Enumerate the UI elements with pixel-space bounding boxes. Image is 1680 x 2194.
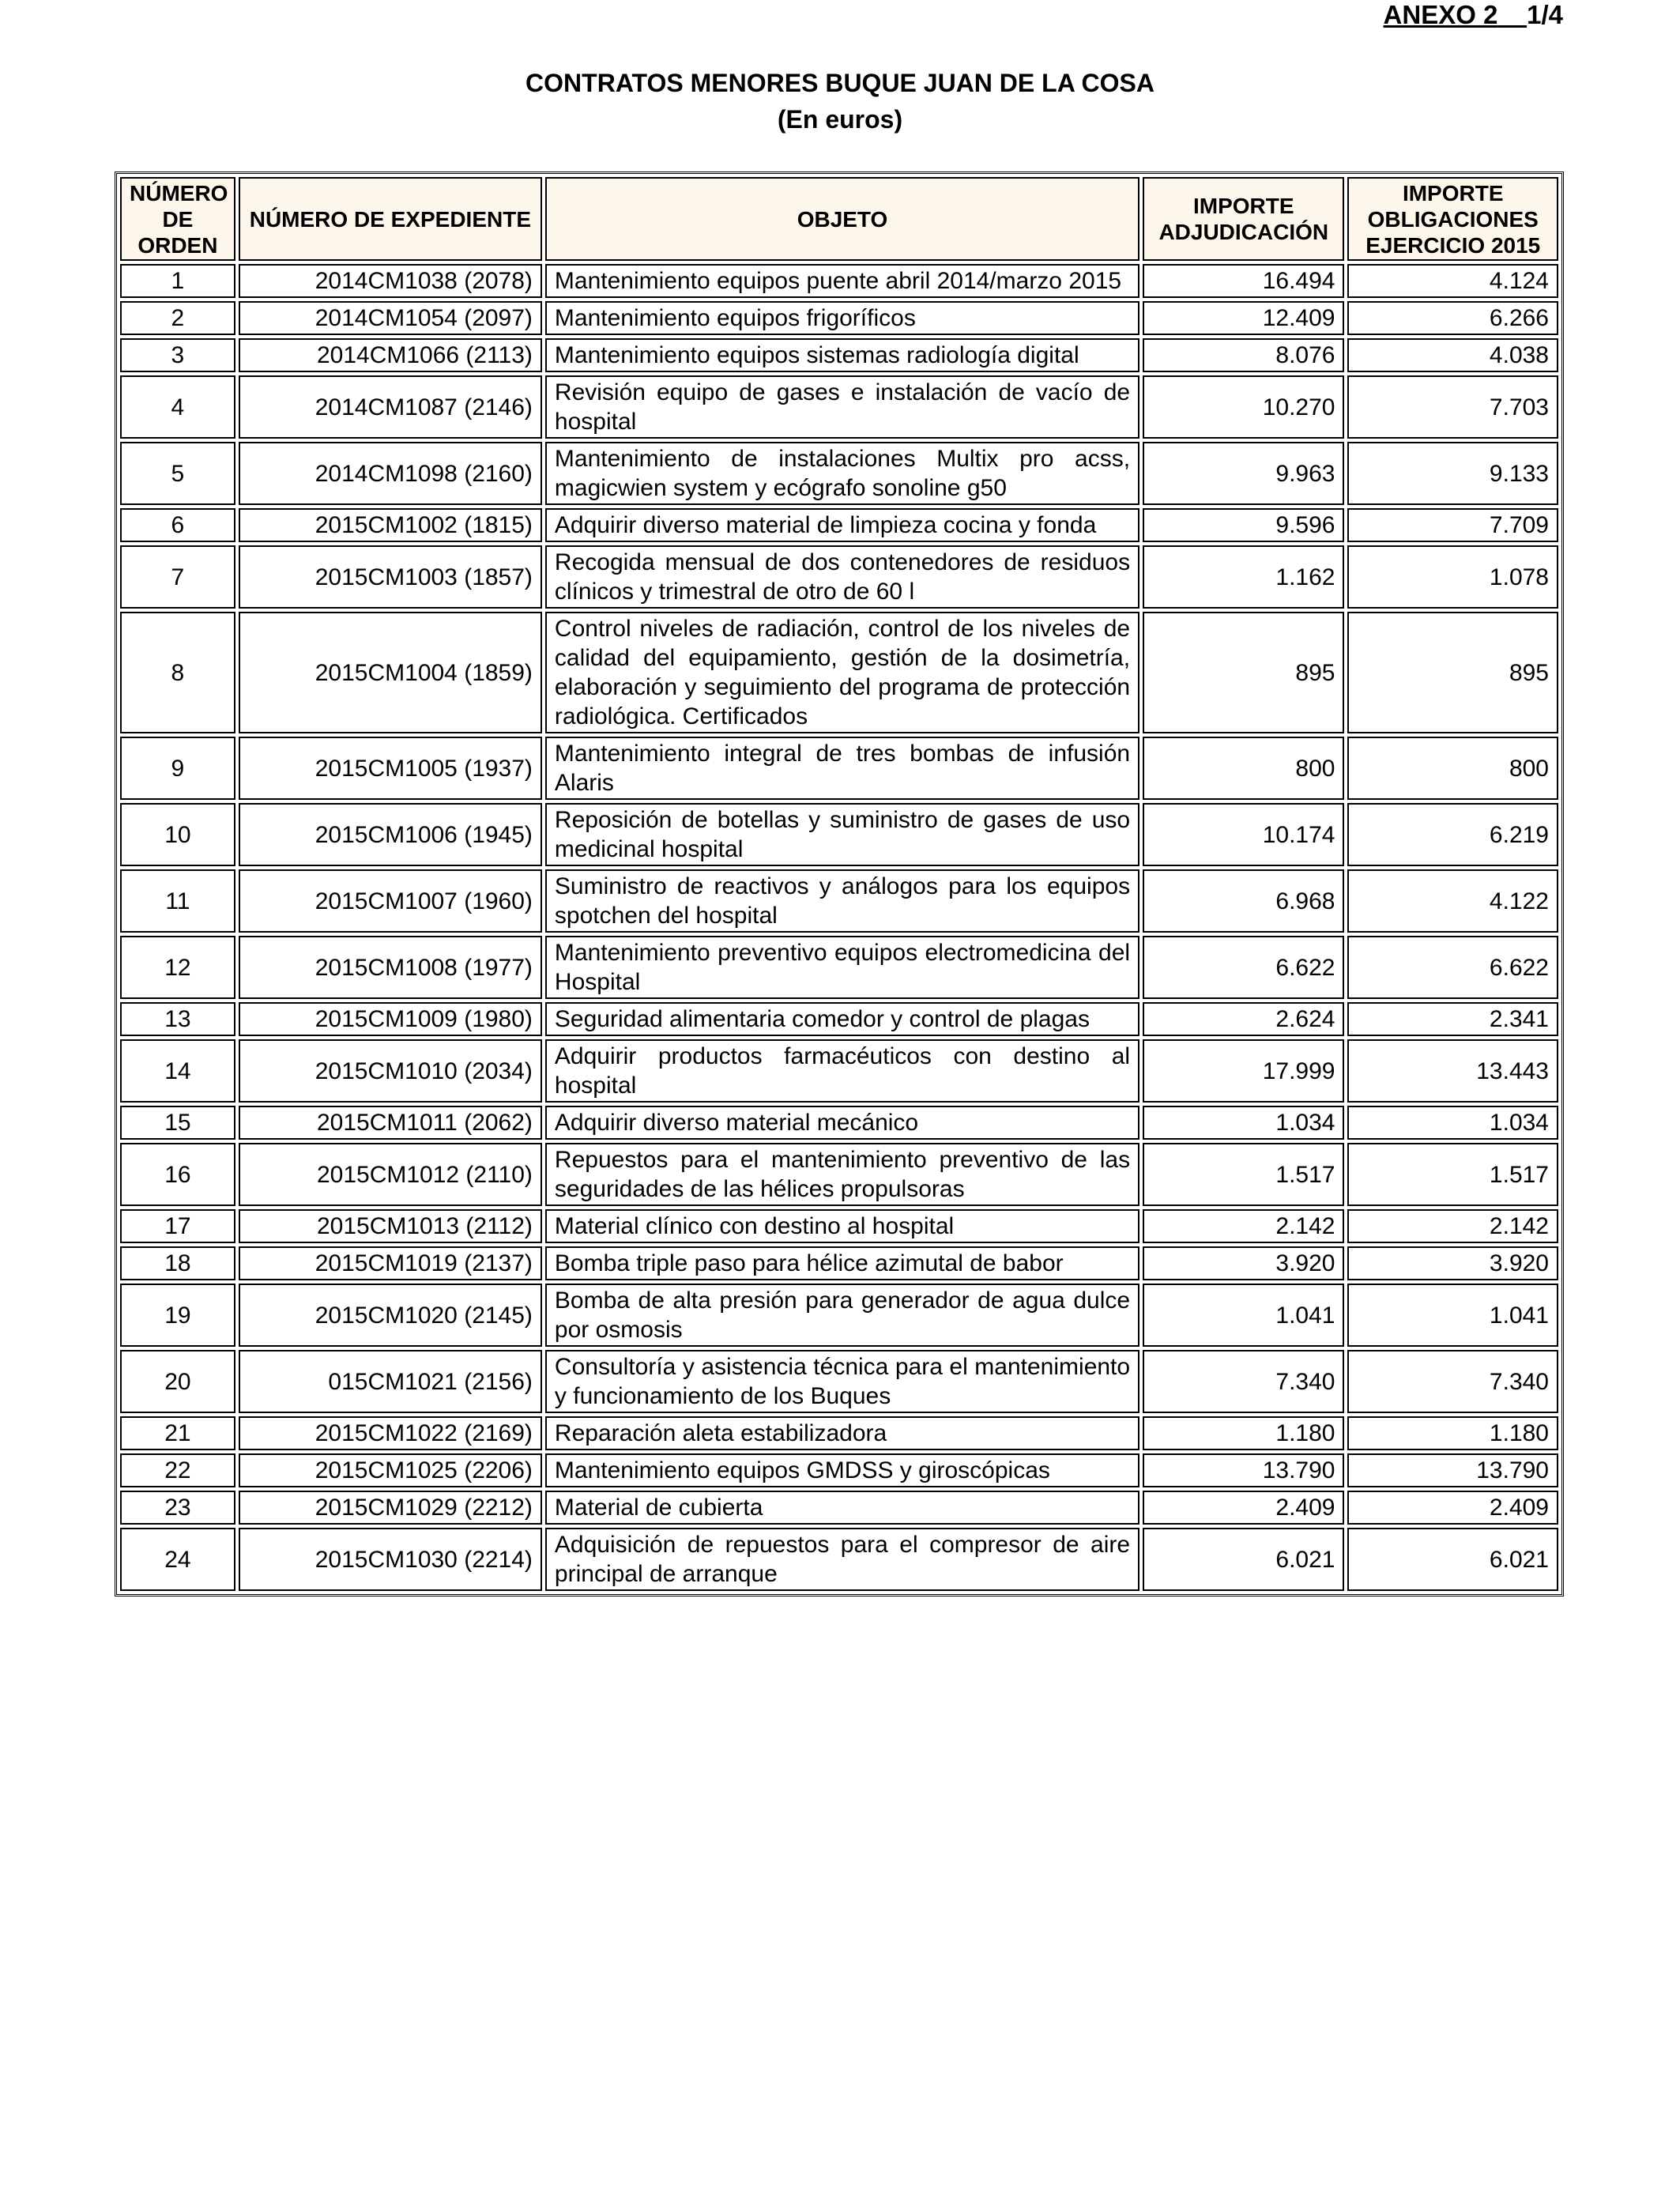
table-row <box>120 612 1558 733</box>
obligations-amount-cell: 13.790 <box>1347 1453 1558 1487</box>
order-number-cell: 2 <box>120 301 235 335</box>
obligations-amount-cell: 895 <box>1347 612 1558 733</box>
award-amount-cell: 1.162 <box>1143 545 1344 609</box>
object-cell: Reparación aleta estabilizadora <box>545 1416 1139 1450</box>
file-number-cell: 2014CM1054 (2097) <box>239 301 542 335</box>
file-number-cell: 2015CM1029 (2212) <box>239 1491 542 1525</box>
award-amount-cell: 1.517 <box>1143 1143 1344 1206</box>
table-row <box>120 1246 1558 1280</box>
object-cell: Adquisición de repuestos para el compresor de aire principal de arranque <box>545 1528 1139 1591</box>
obligations-amount-cell: 7.703 <box>1347 375 1558 439</box>
title-main: CONTRATOS MENORES BUQUE JUAN DE LA COSA <box>525 69 1155 97</box>
order-number-cell: 12 <box>120 936 235 999</box>
header-object: OBJETO <box>545 177 1139 261</box>
file-number-cell: 2015CM1007 (1960) <box>239 869 542 933</box>
table-row <box>120 869 1558 933</box>
award-amount-cell: 16.494 <box>1143 264 1344 298</box>
title-currency: (En euros) <box>777 105 903 134</box>
table-row <box>120 1528 1558 1591</box>
order-number-cell: 1 <box>120 264 235 298</box>
table-row <box>120 1453 1558 1487</box>
file-number-cell: 2014CM1087 (2146) <box>239 375 542 439</box>
contracts-table-frame <box>115 172 1564 1596</box>
object-cell: Reposición de botellas y suministro de gases de uso medicinal hospital <box>545 803 1139 866</box>
obligations-amount-cell: 2.341 <box>1347 1002 1558 1036</box>
annex-page: 1/4 <box>1527 0 1563 29</box>
table-row <box>120 737 1558 800</box>
object-cell: Seguridad alimentaria comedor y control de plagas <box>545 1002 1139 1036</box>
object-cell: Consultoría y asistencia técnica para el mantenimiento y funcionamiento de los Buques <box>545 1350 1139 1413</box>
award-amount-cell: 9.596 <box>1143 508 1344 542</box>
object-cell: Mantenimiento equipos sistemas radiología digital <box>545 338 1139 372</box>
obligations-amount-cell: 4.038 <box>1347 338 1558 372</box>
order-number-cell: 14 <box>120 1039 235 1103</box>
award-amount-cell: 13.790 <box>1143 1453 1344 1487</box>
file-number-cell: 2014CM1066 (2113) <box>239 338 542 372</box>
award-amount-cell: 1.041 <box>1143 1284 1344 1347</box>
file-number-cell: 2014CM1038 (2078) <box>239 264 542 298</box>
object-cell: Mantenimiento integral de tres bombas de infusión Alaris <box>545 737 1139 800</box>
obligations-amount-cell: 7.340 <box>1347 1350 1558 1413</box>
order-number-cell: 10 <box>120 803 235 866</box>
table-row <box>120 264 1558 298</box>
file-number-cell: 2015CM1006 (1945) <box>239 803 542 866</box>
file-number-cell: 2015CM1011 (2062) <box>239 1106 542 1140</box>
header-award-amount: IMPORTE ADJUDICACIÓN <box>1143 177 1344 261</box>
order-number-cell: 16 <box>120 1143 235 1206</box>
table-row <box>120 1416 1558 1450</box>
object-cell: Mantenimiento equipos puente abril 2014/marzo 2015 <box>545 264 1139 298</box>
order-number-cell: 18 <box>120 1246 235 1280</box>
object-cell: Control niveles de radiación, control de los niveles de calidad del equipamiento, gestión de la dosimetría, elaboración y seguimiento del programa de protección radiológica. Certificados <box>545 612 1139 733</box>
object-cell: Recogida mensual de dos contenedores de residuos clínicos y trimestral de otro de 60 l <box>545 545 1139 609</box>
obligations-amount-cell: 6.021 <box>1347 1528 1558 1591</box>
table-row <box>120 338 1558 372</box>
obligations-amount-cell: 2.409 <box>1347 1491 1558 1525</box>
award-amount-cell: 6.622 <box>1143 936 1344 999</box>
award-amount-cell: 12.409 <box>1143 301 1344 335</box>
object-cell: Repuestos para el mantenimiento preventivo de las seguridades de las hélices propulsoras <box>545 1143 1139 1206</box>
order-number-cell: 3 <box>120 338 235 372</box>
order-number-cell: 7 <box>120 545 235 609</box>
order-number-cell: 20 <box>120 1350 235 1413</box>
order-number-cell: 8 <box>120 612 235 733</box>
contracts-table <box>117 174 1561 1594</box>
order-number-cell: 23 <box>120 1491 235 1525</box>
file-number-cell: 2015CM1005 (1937) <box>239 737 542 800</box>
file-number-cell: 2015CM1008 (1977) <box>239 936 542 999</box>
file-number-cell: 2015CM1022 (2169) <box>239 1416 542 1450</box>
order-number-cell: 6 <box>120 508 235 542</box>
object-cell: Mantenimiento equipos frigoríficos <box>545 301 1139 335</box>
obligations-amount-cell: 6.622 <box>1347 936 1558 999</box>
obligations-amount-cell: 6.266 <box>1347 301 1558 335</box>
object-cell: Suministro de reactivos y análogos para los equipos spotchen del hospital <box>545 869 1139 933</box>
order-number-cell: 5 <box>120 442 235 505</box>
obligations-amount-cell: 2.142 <box>1347 1209 1558 1243</box>
object-cell: Bomba de alta presión para generador de agua dulce por osmosis <box>545 1284 1139 1347</box>
object-cell: Mantenimiento preventivo equipos electromedicina del Hospital <box>545 936 1139 999</box>
file-number-cell: 2015CM1019 (2137) <box>239 1246 542 1280</box>
file-number-cell: 2015CM1002 (1815) <box>239 508 542 542</box>
object-cell: Mantenimiento equipos GMDSS y giroscópicas <box>545 1453 1139 1487</box>
obligations-amount-cell: 13.443 <box>1347 1039 1558 1103</box>
table-row <box>120 1143 1558 1206</box>
file-number-cell: 2015CM1013 (2112) <box>239 1209 542 1243</box>
obligations-amount-cell: 1.041 <box>1347 1284 1558 1347</box>
table-row <box>120 936 1558 999</box>
header-file-number: NÚMERO DE EXPEDIENTE <box>239 177 542 261</box>
table-row <box>120 1350 1558 1413</box>
file-number-cell: 2015CM1030 (2214) <box>239 1528 542 1591</box>
award-amount-cell: 1.034 <box>1143 1106 1344 1140</box>
order-number-cell: 19 <box>120 1284 235 1347</box>
table-body <box>120 264 1558 1591</box>
obligations-amount-cell: 1.034 <box>1347 1106 1558 1140</box>
object-cell: Material clínico con destino al hospital <box>545 1209 1139 1243</box>
table-row <box>120 1039 1558 1103</box>
table-row <box>120 301 1558 335</box>
award-amount-cell: 895 <box>1143 612 1344 733</box>
award-amount-cell: 17.999 <box>1143 1039 1344 1103</box>
table-row <box>120 442 1558 505</box>
object-cell: Bomba triple paso para hélice azimutal de babor <box>545 1246 1139 1280</box>
object-cell: Adquirir productos farmacéuticos con destino al hospital <box>545 1039 1139 1103</box>
award-amount-cell: 2.624 <box>1143 1002 1344 1036</box>
table-row <box>120 803 1558 866</box>
award-amount-cell: 1.180 <box>1143 1416 1344 1450</box>
object-cell: Mantenimiento de instalaciones Multix pro acss, magicwien system y ecógrafo sonoline g50 <box>545 442 1139 505</box>
award-amount-cell: 2.142 <box>1143 1209 1344 1243</box>
obligations-amount-cell: 4.124 <box>1347 264 1558 298</box>
order-number-cell: 9 <box>120 737 235 800</box>
file-number-cell: 2015CM1003 (1857) <box>239 545 542 609</box>
award-amount-cell: 3.920 <box>1143 1246 1344 1280</box>
file-number-cell: 2015CM1025 (2206) <box>239 1453 542 1487</box>
order-number-cell: 11 <box>120 869 235 933</box>
file-number-cell: 2015CM1010 (2034) <box>239 1039 542 1103</box>
file-number-cell: 2015CM1004 (1859) <box>239 612 542 733</box>
table-row <box>120 545 1558 609</box>
table-row <box>120 508 1558 542</box>
order-number-cell: 15 <box>120 1106 235 1140</box>
table-row <box>120 375 1558 439</box>
award-amount-cell: 10.270 <box>1143 375 1344 439</box>
obligations-amount-cell: 1.180 <box>1347 1416 1558 1450</box>
obligations-amount-cell: 4.122 <box>1347 869 1558 933</box>
table-row <box>120 1106 1558 1140</box>
order-number-cell: 17 <box>120 1209 235 1243</box>
award-amount-cell: 6.021 <box>1143 1528 1344 1591</box>
award-amount-cell: 10.174 <box>1143 803 1344 866</box>
table-header-row <box>120 177 1558 261</box>
obligations-amount-cell: 1.517 <box>1347 1143 1558 1206</box>
obligations-amount-cell: 7.709 <box>1347 508 1558 542</box>
table-row <box>120 1002 1558 1036</box>
table-row <box>120 1491 1558 1525</box>
order-number-cell: 13 <box>120 1002 235 1036</box>
table-row <box>120 1284 1558 1347</box>
file-number-cell: 2015CM1020 (2145) <box>239 1284 542 1347</box>
annex-separator: _ <box>1497 0 1527 29</box>
obligations-amount-cell: 9.133 <box>1347 442 1558 505</box>
obligations-amount-cell: 6.219 <box>1347 803 1558 866</box>
obligations-amount-cell: 800 <box>1347 737 1558 800</box>
order-number-cell: 24 <box>120 1528 235 1591</box>
object-cell: Revisión equipo de gases e instalación de vacío de hospital <box>545 375 1139 439</box>
file-number-cell: 015CM1021 (2156) <box>239 1350 542 1413</box>
file-number-cell: 2015CM1009 (1980) <box>239 1002 542 1036</box>
annex-label <box>1384 0 1563 30</box>
object-cell: Material de cubierta <box>545 1491 1139 1525</box>
obligations-amount-cell: 1.078 <box>1347 545 1558 609</box>
header-order-number: NÚMERO DE ORDEN <box>120 177 235 261</box>
document-title <box>0 65 1680 138</box>
object-cell: Adquirir diverso material de limpieza cocina y fonda <box>545 508 1139 542</box>
object-cell: Adquirir diverso material mecánico <box>545 1106 1139 1140</box>
award-amount-cell: 8.076 <box>1143 338 1344 372</box>
order-number-cell: 21 <box>120 1416 235 1450</box>
award-amount-cell: 7.340 <box>1143 1350 1344 1413</box>
file-number-cell: 2015CM1012 (2110) <box>239 1143 542 1206</box>
award-amount-cell: 9.963 <box>1143 442 1344 505</box>
file-number-cell: 2014CM1098 (2160) <box>239 442 542 505</box>
award-amount-cell: 2.409 <box>1143 1491 1344 1525</box>
award-amount-cell: 6.968 <box>1143 869 1344 933</box>
order-number-cell: 4 <box>120 375 235 439</box>
award-amount-cell: 800 <box>1143 737 1344 800</box>
annex-number: ANEXO 2 <box>1383 0 1498 29</box>
order-number-cell: 22 <box>120 1453 235 1487</box>
header-obligations-amount: IMPORTE OBLIGACIONES EJERCICIO 2015 <box>1347 177 1558 261</box>
table-row <box>120 1209 1558 1243</box>
obligations-amount-cell: 3.920 <box>1347 1246 1558 1280</box>
